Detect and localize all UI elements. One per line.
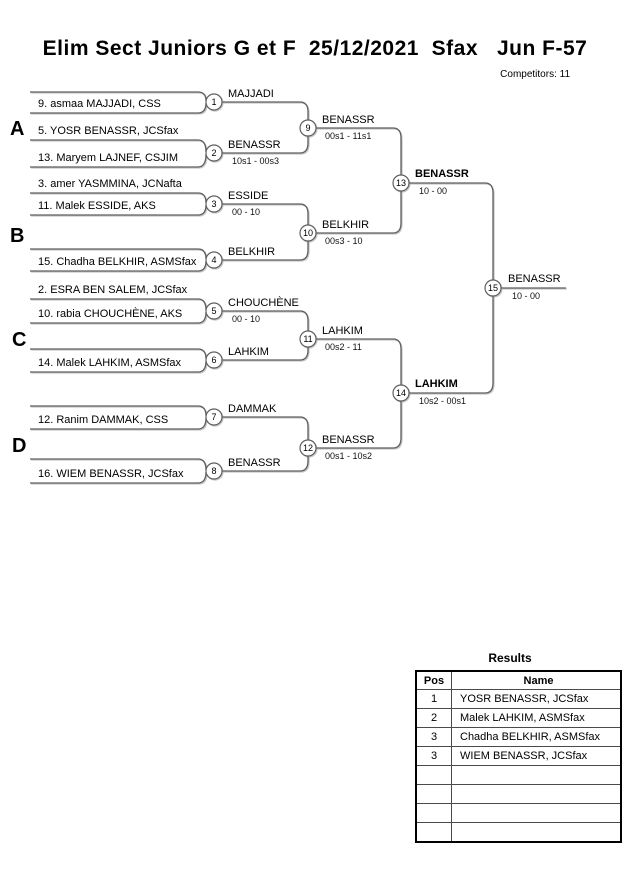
player-name: 2. ESRA BEN SALEM, JCSfax	[38, 284, 188, 296]
section-label-d: D	[12, 435, 27, 457]
winner-label: MAJJADI	[228, 88, 274, 100]
results-header-row	[416, 671, 621, 690]
match-number: 7	[211, 412, 217, 422]
pos-cell: 3	[416, 728, 452, 747]
match-score: 00s2 - 11	[325, 342, 362, 352]
match-number: 10	[302, 228, 313, 238]
player-name: 5. YOSR BENASSR, JCSfax	[38, 125, 179, 137]
winner-label: BENASSR	[322, 434, 375, 446]
pos-cell	[416, 766, 452, 785]
match-number: 6	[211, 355, 217, 365]
results-header-pos: Pos	[416, 671, 452, 690]
player-name: 9. asmaa MAJJADI, CSS	[38, 98, 161, 110]
page-title: Elim Sect Juniors G et F 25/12/2021 Sfax Jun F-57	[42, 37, 588, 60]
results-row	[416, 804, 621, 823]
pos-cell: 2	[416, 709, 452, 728]
results-row	[416, 766, 621, 785]
match-number: 8	[211, 466, 217, 476]
match-score: 10 - 00	[419, 186, 448, 196]
match-score: 00 - 10	[232, 314, 261, 324]
winner-label: CHOUCHÈNE	[228, 297, 299, 309]
player-name: 3. amer YASMMINA, JCNafta	[38, 178, 182, 190]
match-score: 10 - 00	[512, 291, 541, 301]
match-number: 13	[395, 178, 406, 188]
match-score: 00s3 - 10	[325, 236, 363, 246]
winner-label: BENASSR	[228, 139, 281, 151]
match-score: 00s1 - 10s2	[325, 451, 373, 461]
name-cell: WIEM BENASSR, JCSfax	[452, 747, 622, 766]
pos-cell	[416, 823, 452, 843]
match-number: 11	[303, 334, 313, 344]
pos-cell: 3	[416, 747, 452, 766]
results-row	[416, 709, 621, 728]
pos-cell	[416, 804, 452, 823]
results-header-name: Name	[452, 671, 622, 690]
name-cell	[452, 766, 622, 785]
winner-label: ESSIDE	[228, 190, 269, 202]
match-score: 10s2 - 00s1	[419, 396, 467, 406]
name-cell: Malek LAHKIM, ASMSfax	[452, 709, 622, 728]
match-number: 4	[211, 255, 217, 265]
match-number: 9	[305, 123, 311, 133]
winner-label: BELKHIR	[228, 246, 276, 258]
match-number: 1	[211, 97, 217, 107]
match-score: 00s1 - 11s1	[325, 131, 372, 141]
winner-label: BENASSR	[415, 168, 469, 180]
player-name: 10. rabia CHOUCHÈNE, AKS	[38, 308, 183, 320]
name-cell	[452, 804, 622, 823]
match-number: 12	[302, 443, 313, 453]
pos-cell: 1	[416, 690, 452, 709]
winner-label: BENASSR	[228, 457, 281, 469]
results-row	[416, 690, 621, 709]
player-name: 15. Chadha BELKHIR, ASMSfax	[38, 256, 197, 268]
pos-cell	[416, 785, 452, 804]
player-name: 13. Maryem LAJNEF, CSJIM	[38, 152, 178, 164]
name-cell: Chadha BELKHIR, ASMSfax	[452, 728, 622, 747]
winner-label: LAHKIM	[228, 346, 269, 358]
results-row	[416, 747, 621, 766]
match-number: 14	[395, 388, 406, 398]
player-name: 11. Malek ESSIDE, AKS	[38, 200, 156, 212]
match-score: 10s1 - 00s3	[232, 156, 280, 166]
player-name: 16. WIEM BENASSR, JCSfax	[38, 468, 184, 480]
player-name: 12. Ranim DAMMAK, CSS	[38, 414, 169, 426]
winner-label: LAHKIM	[322, 325, 363, 337]
winner-label: BENASSR	[508, 273, 561, 285]
section-label-c: C	[12, 329, 27, 351]
results-title: Results	[488, 651, 532, 665]
winner-label: LAHKIM	[415, 378, 458, 390]
section-label-a: A	[10, 118, 25, 140]
match-number: 2	[211, 148, 217, 158]
results-table	[415, 670, 622, 843]
competitors-count: Competitors: 11	[500, 69, 570, 80]
match-number: 15	[487, 283, 498, 293]
match-number: 5	[211, 306, 217, 316]
winner-label: BENASSR	[322, 114, 375, 126]
player-name: 14. Malek LAHKIM, ASMSfax	[38, 357, 182, 369]
results-row	[416, 728, 621, 747]
match-number: 3	[211, 199, 217, 209]
name-cell	[452, 785, 622, 804]
section-label-b: B	[10, 225, 25, 247]
name-cell: YOSR BENASSR, JCSfax	[452, 690, 622, 709]
winner-label: BELKHIR	[322, 219, 370, 231]
name-cell	[452, 823, 622, 843]
winner-label: DAMMAK	[228, 403, 277, 415]
results-row	[416, 785, 621, 804]
results-row	[416, 823, 621, 843]
match-score: 00 - 10	[232, 207, 261, 217]
